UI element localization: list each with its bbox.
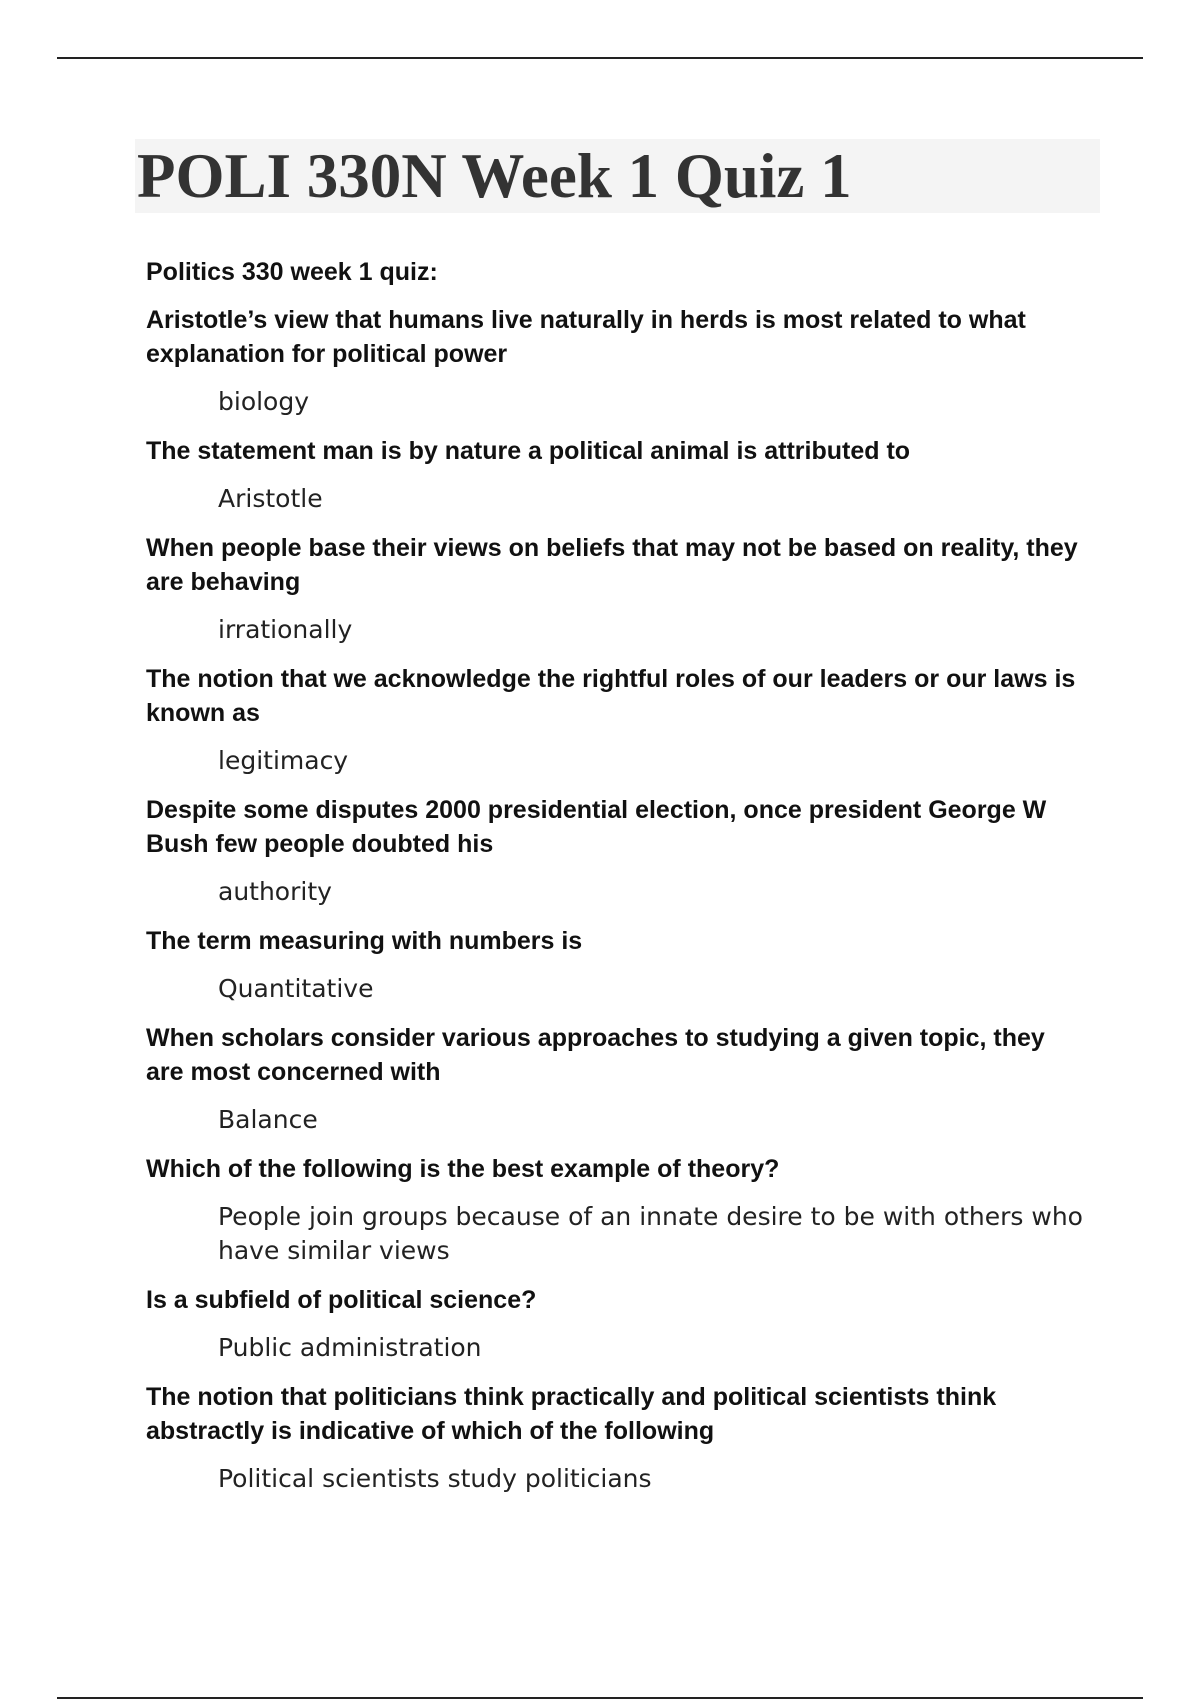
page-title: POLI 330N Week 1 Quiz 1 xyxy=(137,141,852,211)
answer-6: Quantitative xyxy=(218,974,374,1003)
answer-7: Balance xyxy=(218,1105,318,1134)
question-2: The statement man is by nature a political animal is attributed to xyxy=(146,437,911,465)
question-3: When people base their views on beliefs that may not be based on reality, they are behaving xyxy=(146,534,1078,596)
answer-2: Aristotle xyxy=(218,484,323,513)
question-6: The term measuring with numbers is xyxy=(146,927,583,955)
qa-item-9 xyxy=(146,1283,1086,1365)
answer-5: authority xyxy=(218,877,332,906)
answer-3: irrationally xyxy=(218,615,353,644)
top-rule xyxy=(57,57,1143,59)
qa-item-7 xyxy=(146,1021,1086,1137)
question-7: When scholars consider various approaches to studying a given topic, they are most concerned with xyxy=(146,1024,1045,1086)
qa-item-8 xyxy=(146,1152,1086,1268)
qa-item-1 xyxy=(146,303,1086,419)
quiz-content xyxy=(146,255,1086,1511)
question-9: Is a subfield of political science? xyxy=(146,1286,537,1314)
answer-1: biology xyxy=(218,387,310,416)
qa-item-5 xyxy=(146,793,1086,909)
qa-item-4 xyxy=(146,662,1086,778)
qa-item-3 xyxy=(146,531,1086,647)
question-4: The notion that we acknowledge the rightful roles of our leaders or our laws is known as xyxy=(146,665,1076,727)
answer-10: Political scientists study politicians xyxy=(218,1464,652,1493)
qa-item-10 xyxy=(146,1380,1086,1496)
bottom-rule xyxy=(57,1697,1143,1699)
answer-8: People join groups because of an innate desire to be with others who have similar views xyxy=(218,1202,1083,1265)
qa-item-2 xyxy=(146,434,1086,516)
answer-9: Public administration xyxy=(218,1333,482,1362)
quiz-intro: Politics 330 week 1 quiz: xyxy=(146,258,438,286)
answer-4: legitimacy xyxy=(218,746,349,775)
question-10: The notion that politicians think practically and political scientists think abstractly is indicative of which of the following xyxy=(146,1383,997,1445)
question-8: Which of the following is the best example of theory? xyxy=(146,1155,780,1183)
question-5: Despite some disputes 2000 presidential election, once president George W Bush few people doubted his xyxy=(146,796,1047,858)
qa-item-6 xyxy=(146,924,1086,1006)
question-1: Aristotle’s view that humans live naturally in herds is most related to what explanation for political power xyxy=(146,306,1026,368)
